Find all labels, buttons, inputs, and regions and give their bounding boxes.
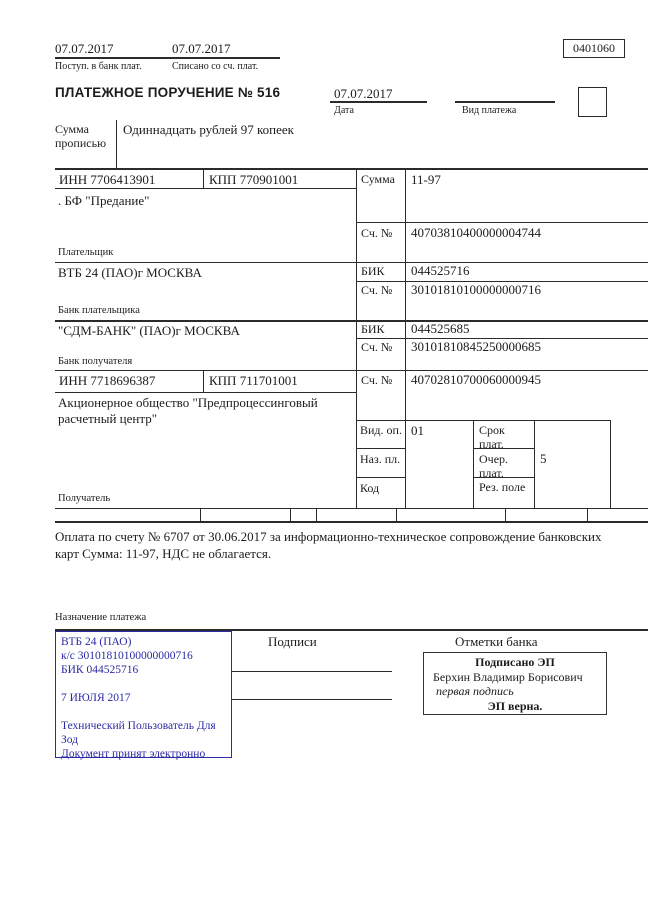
grid-line [534,420,535,508]
document-date: 07.07.2017 [334,86,393,101]
signature-type: первая подпись [436,684,514,698]
stamp-date: 7 ИЮЛЯ 2017 [61,692,131,704]
grid-line [203,168,204,188]
payment-purpose-label: Назначение платежа [55,612,147,623]
signature-validity: ЭП верна. [487,698,543,713]
payee-name: Акционерное общество "Предпроцессинговый расчетный центр" [58,395,318,426]
payer-account: 40703810400000004744 [411,225,541,240]
payee-account-label: Сч. № [361,373,393,387]
sum-cell-value: 11-97 [411,172,441,187]
grid-line [55,188,356,189]
stamp-bik: БИК 044525716 [61,664,139,676]
priority-value: 5 [540,451,547,466]
amount-in-words-label-2: прописью [55,136,107,150]
grid-line [203,370,204,392]
payment-type-box [578,87,607,117]
payer-section-label: Плательщик [58,247,114,258]
debited-from-account-date: 07.07.2017 [172,41,231,56]
grid-line [116,120,117,168]
grid-line [505,508,506,522]
payment-type-underline [455,101,555,103]
payer-bank-name: ВТБ 24 (ПАО)г МОСКВА [58,265,202,280]
code-label: Код [360,481,380,495]
grid-line [356,420,610,421]
payee-bank-bik: 044525685 [411,321,470,336]
payee-bank-account: 30101810845250000685 [411,339,541,354]
payment-type-label: Вид платежа [462,105,517,116]
grid-line [55,320,648,322]
stamp-status: Документ принят электронно [61,748,206,760]
main-table [55,168,648,523]
amount-in-words-value: Одиннадцать рублей 97 копеек [123,122,294,137]
grid-line [55,521,648,523]
debited-date-underline [172,57,280,59]
payee-account: 40702810700060000945 [411,372,541,387]
stamp-corr-account: к/с 30101810100000000716 [61,650,193,662]
reserve-field-label: Рез. поле [479,480,526,494]
signatures-header: Подписи [268,634,317,649]
payer-name: . БФ "Предание" [58,193,150,208]
payer-bank-bik-label: БИК [361,264,385,278]
grid-line [356,222,648,223]
payer-bank-account: 30101810100000000716 [411,282,541,297]
payee-kpp: КПП 711701001 [209,373,298,388]
grid-line [55,370,648,371]
bank-marks-header: Отметки банка [455,634,538,649]
payer-inn: ИНН 7706413901 [59,172,156,187]
form-code-box: 0401060 [563,39,625,58]
grid-line [356,168,357,508]
bank-stamp-box [55,631,232,758]
grid-line [55,168,648,170]
priority-label: Очер. плат. [479,452,509,480]
stamp-user-line2: Зод [61,734,79,746]
payer-bank-section-label: Банк плательщика [58,305,140,316]
grid-line [587,508,588,522]
stamp-spacer [61,677,226,691]
electronic-signature-stamp [423,652,607,715]
payment-purpose-text: Оплата по счету № 6707 от 30.06.2017 за информационно-техническое сопровождение банковских карт Сумма: 11-97, НДС не облагается. [55,529,602,561]
grid-line [55,508,648,509]
document-title: ПЛАТЕЖНОЕ ПОРУЧЕНИЕ № 516 [55,85,281,100]
amount-in-words-label-1: Сумма [55,122,89,136]
payment-term-label: Срок плат. [479,423,505,451]
payee-bank-section-label: Банк получателя [58,356,133,367]
signature-line [232,699,392,700]
payee-bank-bik-label: БИК [361,322,385,336]
stamp-spacer [61,705,226,719]
received-in-bank-label: Поступ. в банк плат. [55,61,142,72]
grid-line [316,508,317,522]
payee-inn: ИНН 7718696387 [59,373,156,388]
signed-with-es-label: Подписано ЭП [475,655,555,669]
stamp-user-line1: Технический Пользователь Для [61,720,216,732]
grid-line [610,420,611,508]
signer-name: Берхин Владимир Борисович [433,669,583,684]
operation-type-label: Вид. оп. [360,423,402,437]
grid-line [356,448,405,449]
grid-line [290,508,291,522]
grid-line [55,392,356,393]
purpose-code-label: Наз. пл. [360,452,401,466]
payer-bank-bik: 044525716 [411,263,470,278]
payer-kpp: КПП 770901001 [209,172,299,187]
payee-bank-name: "СДМ-БАНК" (ПАО)г МОСКВА [58,323,240,338]
sum-cell-label: Сумма [361,172,395,186]
payee-section-label: Получатель [58,493,111,504]
operation-type-value: 01 [411,423,424,438]
date-label: Дата [334,105,354,116]
payer-bank-account-label: Сч. № [361,283,393,297]
grid-line [356,477,405,478]
grid-line [55,262,648,263]
debited-from-account-label: Списано со сч. плат. [172,61,259,72]
date-underline [330,101,427,103]
stamp-bank-name: ВТБ 24 (ПАО) [61,636,132,648]
received-date-underline [55,57,178,59]
grid-line [473,420,474,508]
received-in-bank-date: 07.07.2017 [55,41,114,56]
grid-line [200,508,201,522]
signature-line [232,671,392,672]
payee-bank-account-label: Сч. № [361,340,393,354]
grid-line [405,168,406,508]
grid-line [396,508,397,522]
payer-account-label: Сч. № [361,226,393,240]
